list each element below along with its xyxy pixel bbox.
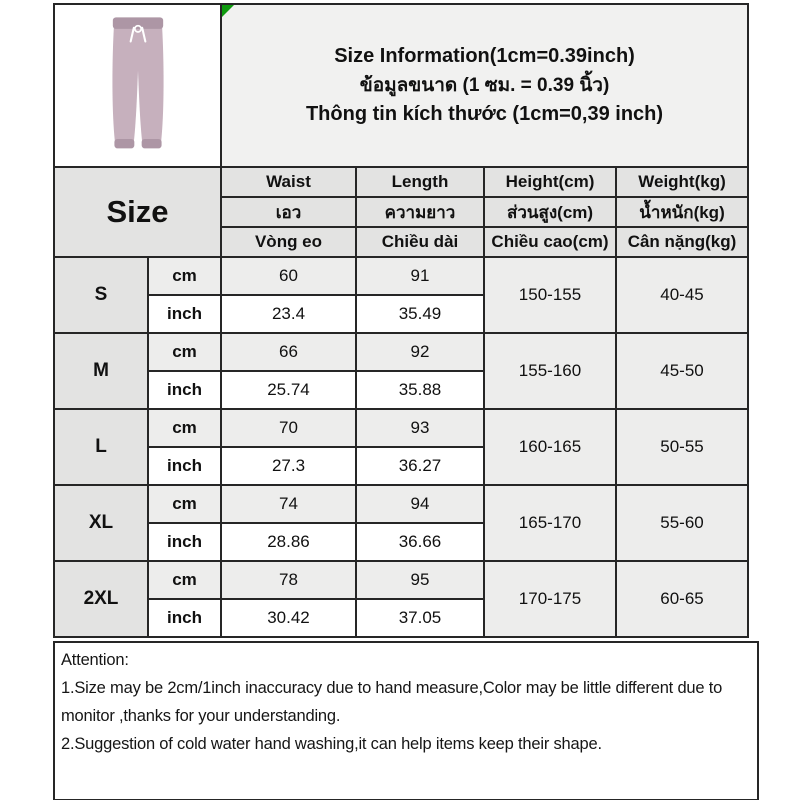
2xl-waist-cm: 78	[221, 561, 356, 599]
l-length-inch: 36.27	[356, 447, 484, 485]
pants-product-image	[55, 10, 220, 162]
unit-cm-l: cm	[148, 409, 221, 447]
2xl-height: 170-175	[484, 561, 616, 637]
header-weight-en: Weight(kg)	[616, 167, 748, 197]
header-waist-th: เอว	[221, 197, 356, 227]
header-weight-th: น้ำหนัก(kg)	[616, 197, 748, 227]
size-header-cell: Size	[54, 167, 221, 257]
size-label-l: L	[54, 409, 148, 485]
title-english: Size Information(1cm=0.39inch)	[334, 45, 635, 67]
size-label-s: S	[54, 257, 148, 333]
header-weight-vi: Cân nặng(kg)	[616, 227, 748, 257]
s-waist-inch: 23.4	[221, 295, 356, 333]
size-label-xl: XL	[54, 485, 148, 561]
2xl-weight: 60-65	[616, 561, 748, 637]
xl-waist-cm: 74	[221, 485, 356, 523]
header-length-th: ความยาว	[356, 197, 484, 227]
xl-waist-inch: 28.86	[221, 523, 356, 561]
attention-heading: Attention:	[61, 651, 129, 669]
header-length-en: Length	[356, 167, 484, 197]
attention-box	[53, 641, 759, 800]
title-vietnamese: Thông tin kích thước (1cm=0,39 inch)	[305, 103, 664, 125]
unit-inch-s: inch	[148, 295, 221, 333]
unit-cm-xl: cm	[148, 485, 221, 523]
unit-cm-m: cm	[148, 333, 221, 371]
m-waist-cm: 66	[221, 333, 356, 371]
2xl-length-inch: 37.05	[356, 599, 484, 637]
unit-cm-s: cm	[148, 257, 221, 295]
xl-weight: 55-60	[616, 485, 748, 561]
xl-length-cm: 94	[356, 485, 484, 523]
pants-icon	[84, 10, 192, 162]
header-height-en: Height(cm)	[484, 167, 616, 197]
s-length-cm: 91	[356, 257, 484, 295]
unit-inch-m: inch	[148, 371, 221, 409]
header-length-vi: Chiều dài	[356, 227, 484, 257]
xl-height: 165-170	[484, 485, 616, 561]
s-length-inch: 35.49	[356, 295, 484, 333]
green-corner-marker-icon	[222, 5, 234, 17]
l-height: 160-165	[484, 409, 616, 485]
2xl-waist-inch: 30.42	[221, 599, 356, 637]
size-label-m: M	[54, 333, 148, 409]
l-waist-inch: 27.3	[221, 447, 356, 485]
s-weight: 40-45	[616, 257, 748, 333]
unit-inch-xl: inch	[148, 523, 221, 561]
header-waist-vi: Vòng eo	[221, 227, 356, 257]
m-weight: 45-50	[616, 333, 748, 409]
title-row	[54, 4, 748, 167]
m-height: 155-160	[484, 333, 616, 409]
s-height: 150-155	[484, 257, 616, 333]
row-m-cm	[54, 333, 748, 371]
m-length-cm: 92	[356, 333, 484, 371]
unit-inch-l: inch	[148, 447, 221, 485]
m-waist-inch: 25.74	[221, 371, 356, 409]
row-l-cm	[54, 409, 748, 447]
row-2xl-cm	[54, 561, 748, 599]
header-waist-en: Waist	[221, 167, 356, 197]
header-height-vi: Chiều cao(cm)	[484, 227, 616, 257]
product-photo-cell	[54, 4, 221, 167]
l-waist-cm: 70	[221, 409, 356, 447]
row-s-cm	[54, 257, 748, 295]
2xl-length-cm: 95	[356, 561, 484, 599]
row-xl-cm	[54, 485, 748, 523]
m-length-inch: 35.88	[356, 371, 484, 409]
s-waist-cm: 60	[221, 257, 356, 295]
l-length-cm: 93	[356, 409, 484, 447]
unit-cm-2xl: cm	[148, 561, 221, 599]
attention-note-2: 2.Suggestion of cold water hand washing,it can help items keep their shape.	[61, 735, 602, 753]
unit-inch-2xl: inch	[148, 599, 221, 637]
l-weight: 50-55	[616, 409, 748, 485]
title-thai: ข้อมูลขนาด (1 ซม. = 0.39 นิ้ว)	[359, 75, 610, 96]
header-height-th: ส่วนสูง(cm)	[484, 197, 616, 227]
size-table	[53, 3, 749, 638]
attention-note-1: 1.Size may be 2cm/1inch inaccuracy due to hand measure,Color may be little different due to monitor ,thanks for your understanding.	[61, 679, 723, 725]
xl-length-inch: 36.66	[356, 523, 484, 561]
title-cell	[221, 4, 748, 167]
header-row-en	[54, 167, 748, 197]
size-label-2xl: 2XL	[54, 561, 148, 637]
